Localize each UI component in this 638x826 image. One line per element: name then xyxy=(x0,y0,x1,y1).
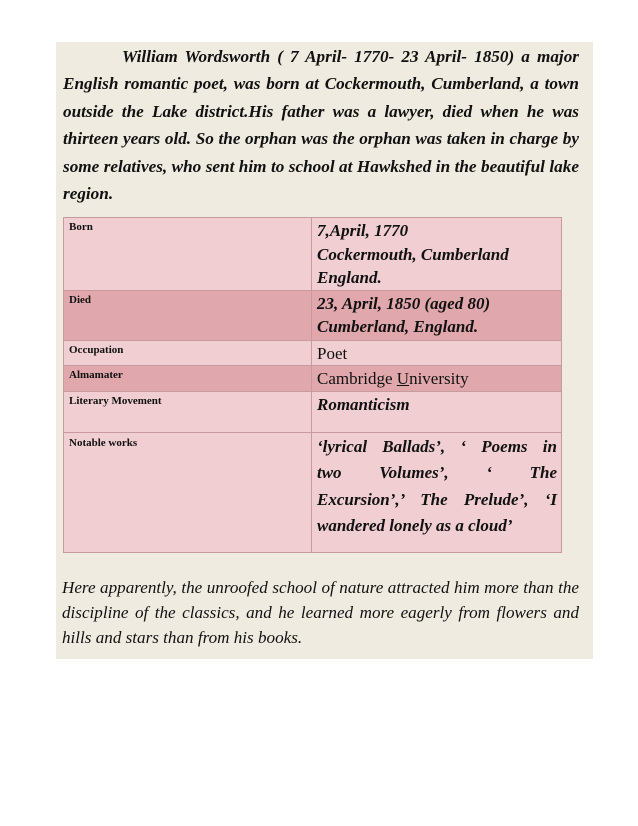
label-born: Born xyxy=(64,218,312,291)
table-row-died xyxy=(64,290,562,340)
label-notable-works: Notable works xyxy=(64,432,312,552)
table-row-occupation xyxy=(64,340,562,366)
value-born xyxy=(312,218,562,291)
notable-works-line: Excursion’,’ The Prelude’, ‘I xyxy=(317,489,557,509)
table-row-almamater xyxy=(64,366,562,392)
label-died: Died xyxy=(64,290,312,340)
label-literary-movement: Literary Movement xyxy=(64,391,312,432)
table-row-literary-movement xyxy=(64,391,562,432)
value-almamater xyxy=(312,366,562,392)
info-table xyxy=(63,217,562,553)
value-literary-movement: Romanticism xyxy=(312,391,562,432)
table-row-born xyxy=(64,218,562,291)
almamater-underlined: U xyxy=(396,369,410,389)
value-occupation: Poet xyxy=(312,340,562,366)
value-notable-works xyxy=(312,432,562,552)
notable-works-line: ‘lyrical Ballads’, ‘ Poems in xyxy=(317,436,557,456)
almamater-prefix: Cambridge xyxy=(317,369,397,389)
value-born-line: 7,April, 1770 xyxy=(317,221,409,240)
outro-paragraph: Here apparently, the unroofed school of nature attracted him more than the discipline of the classics, and he learned more eagerly from flowers and hills and stars than from his books. xyxy=(62,578,579,647)
label-occupation: Occupation xyxy=(64,340,312,366)
table-row-notable-works xyxy=(64,432,562,552)
notable-works-line: two Volumes’, ‘ The xyxy=(317,463,557,483)
label-almamater: Almamater xyxy=(64,366,312,392)
value-born-line: Cockermouth, Cumberland xyxy=(317,244,509,264)
value-died-line: 23, April, 1850 (aged 80) xyxy=(317,293,491,313)
value-died-line: Cumberland, England. xyxy=(317,317,479,337)
value-born-line: England. xyxy=(317,268,382,288)
almamater-suffix: niversity xyxy=(409,369,469,389)
intro-paragraph: William Wordsworth ( 7 April- 1770- 23 April- 1850) a major English romantic poet, was born at Cockermouth, Cumberland, a town outside the Lake district.His father was a lawyer, died when he was thirteen years old. So the orphan was the orphan was taken in charge by some relatives, who sent him to school at Hawkshed in the beautiful lake region. xyxy=(63,47,579,204)
value-died xyxy=(312,290,562,340)
notable-works-line: wandered lonely as a cloud’ xyxy=(317,516,513,536)
